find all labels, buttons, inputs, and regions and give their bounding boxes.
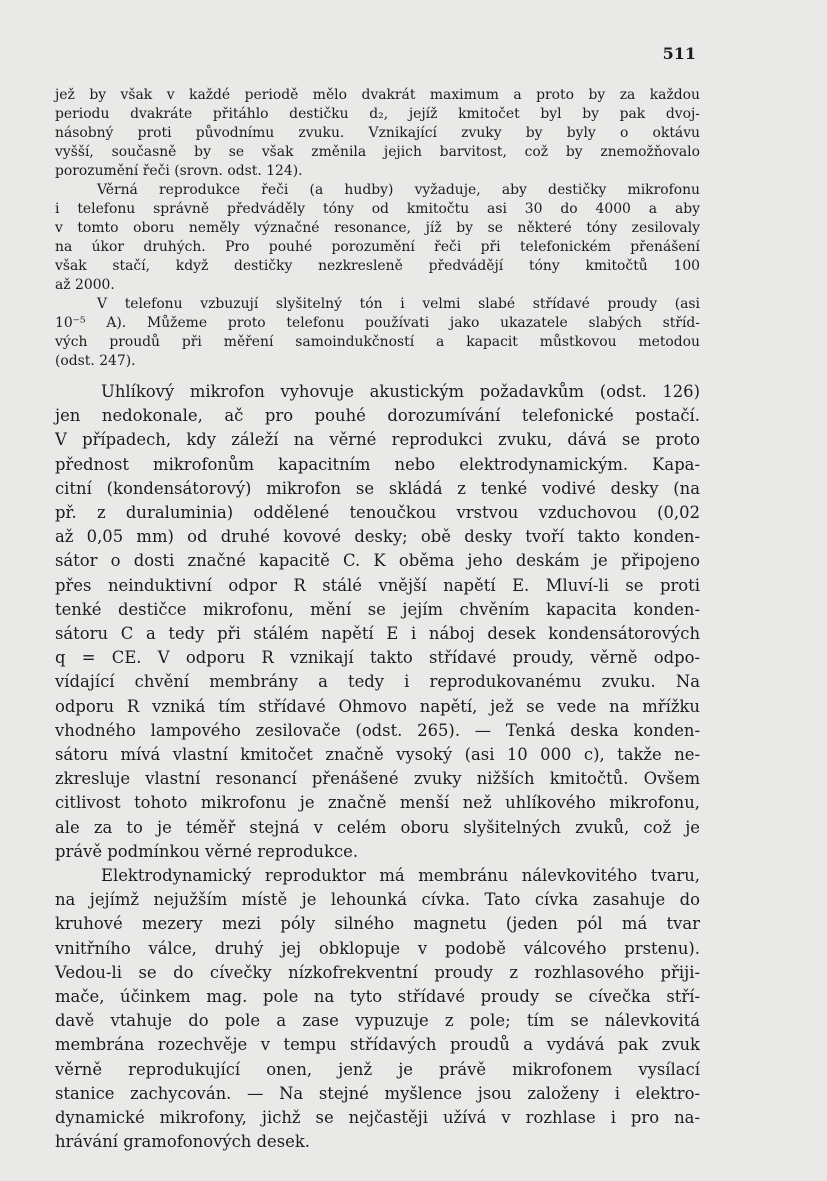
text-line: q = CE. V odporu R vznikají takto střídavé proudy, věrně odpo- xyxy=(55,648,700,668)
text-line: ale za to je téměř stejná v celém oboru slyšitelných zvuků, což je xyxy=(55,817,700,837)
text-line: 10⁻⁵ A). Můžeme proto telefonu používati jako ukazatele slabých stříd- xyxy=(55,315,700,331)
text-line: v tomto oboru neměly význačné resonance, jíž by se některé tóny zesilovaly xyxy=(55,220,700,236)
paragraph-5 xyxy=(55,864,700,1154)
text-line: kruhové mezery mezi póly silného magnetu (jeden pól má tvar xyxy=(55,914,700,934)
text-line: až 2000. xyxy=(55,277,115,293)
text-line: vnitřního válce, druhý jej obklopuje v podobě válcového prstenu). xyxy=(55,938,700,958)
text-line: až 0,05 mm) od druhé kovové desky; obě desky tvoří takto konden- xyxy=(55,527,700,547)
text-line: zkresluje vlastní resonancí přenášené zvuky nižších kmitočtů. Ovšem xyxy=(55,769,700,789)
text-line: hrávání gramofonových desek. xyxy=(55,1132,310,1152)
text-line: dynamické mikrofony, jichž se nejčastěji užívá v rozhlase i pro na- xyxy=(55,1108,700,1128)
text-line: citní (kondensátorový) mikrofon se skládá z tenké vodivé desky (na xyxy=(55,478,700,498)
text-line: vídající chvění membrány a tedy i reprodukovanému zvuku. Na xyxy=(55,672,700,692)
text-line: vých proudů při měření samoindukčností a kapacit můstkovou metodou xyxy=(55,334,700,350)
text-line: (odst. 247). xyxy=(55,353,136,369)
text-line: tenké destičce mikrofonu, mění se jejím chvěním kapacita konden- xyxy=(55,599,700,619)
text-line: mače, účinkem mag. pole na tyto střídavé proudy se cívečka stří- xyxy=(55,987,700,1007)
paragraph-1 xyxy=(55,86,700,181)
text-line: jež by však v každé periodě mělo dvakrát maximum a proto by za každou xyxy=(55,87,700,103)
paragraph-3 xyxy=(55,295,700,371)
small-print-section xyxy=(55,86,700,371)
text-line: právě podmínkou věrné reprodukce. xyxy=(55,841,359,861)
text-line: vhodného lampového zesilovače (odst. 265). — Tenká deska konden- xyxy=(55,720,700,740)
body-text xyxy=(55,86,700,1155)
paragraph-2 xyxy=(55,181,700,295)
text-line: Vedou-li se do cívečky nízkofrekventní proudy z rozhlasového přiji- xyxy=(55,962,700,982)
text-line: věrně reprodukující onen, jenž je právě mikrofonem vysílací xyxy=(55,1059,700,1079)
paragraph-4 xyxy=(55,380,700,864)
main-text-section xyxy=(55,380,700,1155)
text-line: periodu dvakráte přitáhlo destičku d₂, jejíž kmitočet byl by pak dvoj- xyxy=(55,106,700,122)
text-line: membrána rozechvěje v tempu střídavých proudů a vydává pak zvuk xyxy=(55,1035,700,1055)
text-line: vyšší, současně by se však změnila jejich barvitost, což by znemožňovalo xyxy=(55,144,700,160)
text-line: však stačí, když destičky nezkresleně předvádějí tóny kmitočtů 100 xyxy=(55,258,700,274)
text-line: Uhlíkový mikrofon vyhovuje akustickým požadavkům (odst. 126) xyxy=(101,382,700,401)
text-line: sátoru C a tedy při stálém napětí E i náboj desek kondensátorových xyxy=(55,624,700,644)
text-line: Elektrodynamický reproduktor má membránu nálevkovitého tvaru, xyxy=(101,866,700,886)
text-line: přes neinduktivní odpor R stálé vnější napětí E. Mluví-li se proti xyxy=(55,575,700,595)
text-line: V případech, kdy záleží na věrné reprodukci zvuku, dává se proto xyxy=(55,430,700,450)
text-line: přednost mikrofonům kapacitním nebo elektrodynamickým. Kapa- xyxy=(55,454,700,474)
text-line: Věrná reprodukce řeči (a hudby) vyžaduje, aby destičky mikrofonu xyxy=(97,182,700,198)
text-line: jen nedokonale, ač pro pouhé dorozumívání telefonické postačí. xyxy=(55,406,700,426)
text-line: V telefonu vzbuzují slyšitelný tón i velmi slabé střídavé proudy (asi xyxy=(97,296,700,312)
text-line: citlivost tohoto mikrofonu je značně menší než uhlíkového mikrofonu, xyxy=(55,793,700,813)
text-line: př. z duraluminia) oddělené tenoučkou vrstvou vzduchovou (0,02 xyxy=(55,503,700,523)
text-line: sátoru mívá vlastní kmitočet značně vysoký (asi 10 000 c), takže ne- xyxy=(55,745,700,765)
text-line: stanice zachycován. — Na stejné myšlence jsou založeny i elektro- xyxy=(55,1083,700,1103)
text-line: násobný proti původnímu zvuku. Vznikající zvuky by byly o oktávu xyxy=(55,125,700,141)
text-line: sátor o dosti značné kapacitě C. K oběma jeho deskám je připojeno xyxy=(55,551,700,571)
text-line: odporu R vzniká tím střídavé Ohmovo napětí, jež se vede na mřížku xyxy=(55,696,700,716)
text-line: na úkor druhých. Pro pouhé porozumění řeči při telefonickém přenášení xyxy=(55,239,700,255)
text-line: i telefonu správně předváděly tóny od kmitočtu asi 30 do 4000 a aby xyxy=(55,201,700,217)
text-line: porozumění řeči (srovn. odst. 124). xyxy=(55,163,303,179)
text-line: davě vtahuje do pole a zase vypuzuje z pole; tím se nálevkovitá xyxy=(55,1011,700,1031)
page-number: 511 xyxy=(662,44,696,63)
text-line: na jejímž nejužším místě je lehounká cívka. Tato cívka zasahuje do xyxy=(55,890,700,910)
